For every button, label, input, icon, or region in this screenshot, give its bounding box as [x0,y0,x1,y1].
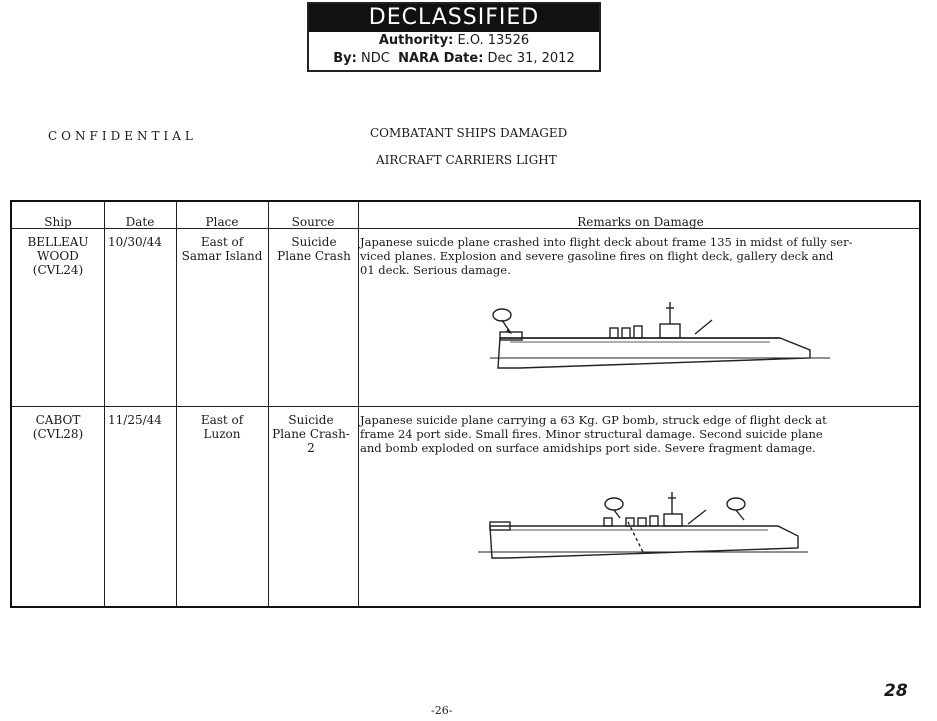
place-line: Luzon [203,427,241,441]
row-date: 10/30/44 [108,235,162,249]
ship-damage-diagram [478,486,838,576]
ship-designation: (CVL24) [32,263,84,277]
column-divider [104,202,105,606]
row-remarks [360,235,920,277]
handwritten-page-number: 28 [884,681,908,701]
stamp-by-line [309,50,599,68]
stamp-authority-value: E.O. 13526 [457,33,530,48]
ship-name: CABOT [35,413,81,427]
document-subtitle: AIRCRAFT CARRIERS LIGHT [376,153,557,167]
ship-name: BELLEAU [27,235,89,249]
row-source [268,235,360,263]
row-place [176,413,268,441]
row-source [264,413,358,455]
column-header-date: Date [125,215,155,229]
place-line: East of [200,413,244,427]
ship-name: WOOD [37,249,79,263]
remarks-line: frame 24 port side. Small fires. Minor structural damage. Second suicide plane [360,427,823,441]
remarks-line: Japanese suicde plane crashed into flight deck about frame 135 in midst of fully ser- [360,235,853,249]
remarks-line: viced planes. Explosion and severe gasoline fires on flight deck, gallery deck and [360,249,834,263]
row-place [176,235,268,263]
row-date: 11/25/44 [108,413,162,427]
row-ship [12,413,104,441]
source-line: Plane Crash [277,249,351,263]
column-header-remarks: Remarks on Damage [577,215,704,229]
row-ship [12,235,104,277]
stamp-by-value: NDC [360,51,390,66]
stamp-nara-label: NARA Date: [398,51,484,66]
column-header-place: Place [205,215,239,229]
stamp-authority-label: Authority: [378,33,454,48]
stamp-authority [309,32,599,50]
remarks-line: 01 deck. Serious damage. [360,263,511,277]
source-line: Suicide [288,413,334,427]
stamp-by-label: By: [333,51,357,66]
source-line: Plane Crash- [272,427,350,441]
stamp-nara-value: Dec 31, 2012 [487,51,575,66]
stamp-title: DECLASSIFIED [309,4,599,32]
ship-designation: (CVL28) [32,427,84,441]
source-line: Suicide [291,235,337,249]
ship-damage-diagram [480,290,840,380]
row-divider [12,406,919,407]
remarks-line: and bomb exploded on surface amidships port side. Severe fragment damage. [360,441,816,455]
page-number: -26- [431,704,453,717]
place-line: East of [200,235,244,249]
document-title: COMBATANT SHIPS DAMAGED [370,126,568,140]
explosion-marker [506,328,512,334]
row-remarks [360,413,920,455]
declassified-stamp [307,2,601,72]
classification-label: CONFIDENTIAL [48,129,197,143]
column-header-ship: Ship [44,215,72,229]
column-header-source: Source [291,215,335,229]
remarks-line: Japanese suicide plane carrying a 63 Kg. GP bomb, struck edge of flight deck at [360,413,827,427]
place-line: Samar Island [181,249,263,263]
source-line: 2 [307,441,315,455]
